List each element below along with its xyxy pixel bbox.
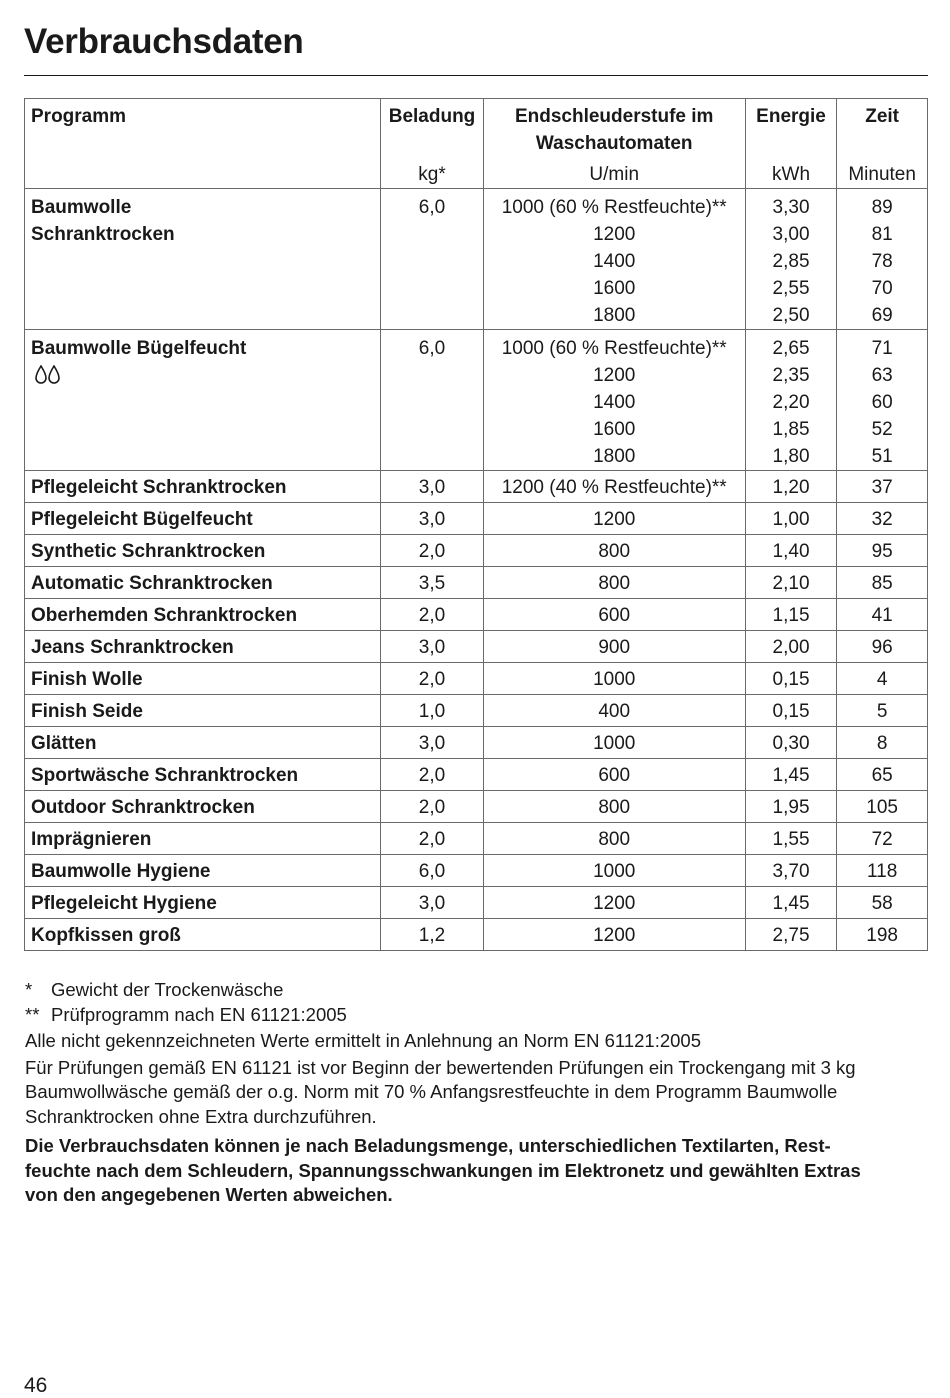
- spin-cell: [483, 330, 745, 471]
- program-cell: Pflegeleicht Schranktrocken: [25, 471, 381, 503]
- header-program: [25, 99, 381, 189]
- table-row: [25, 823, 928, 855]
- program-cell: Finish Wolle: [25, 663, 381, 695]
- program-cell: Jeans Schranktrocken: [25, 631, 381, 663]
- load-cell: 3,0: [381, 727, 483, 759]
- page-number: 46: [24, 1374, 48, 1397]
- energy-cell: 1,45: [745, 887, 836, 919]
- energy-value: 2,20: [772, 392, 810, 413]
- program-cell: Oberhemden Schranktrocken: [25, 599, 381, 631]
- energy-value: 2,85: [772, 251, 810, 272]
- spin-cell: 800: [483, 535, 745, 567]
- energy-value: 2,35: [772, 365, 810, 386]
- disclaimer-paragraph: [25, 1134, 925, 1208]
- program-cell: Baumwolle Hygiene: [25, 855, 381, 887]
- load-cell: 1,2: [381, 919, 483, 951]
- energy-cell: 1,95: [745, 791, 836, 823]
- time-cell: 37: [837, 471, 928, 503]
- load-cell: 2,0: [381, 663, 483, 695]
- time-cell: 118: [837, 855, 928, 887]
- header-load: [381, 99, 483, 189]
- table-row: [25, 471, 928, 503]
- header-spin-label: Endschleuderstufe im Waschautomaten: [514, 106, 714, 154]
- energy-cell: 3,70: [745, 855, 836, 887]
- footnote-test-paragraph: [25, 1056, 925, 1130]
- time-cell: 72: [837, 823, 928, 855]
- time-value: 81: [871, 224, 893, 245]
- header-load-label: Beladung: [388, 106, 476, 127]
- title-divider: [24, 75, 928, 76]
- spin-value: 1800: [593, 446, 636, 467]
- load-cell: 2,0: [381, 535, 483, 567]
- table-body: [25, 189, 928, 951]
- energy-value: 2,55: [772, 278, 810, 299]
- header-energy: [745, 99, 836, 189]
- table-row: [25, 567, 928, 599]
- time-value: 51: [871, 446, 893, 467]
- program-cell: [25, 330, 381, 471]
- load-cell: 3,5: [381, 567, 483, 599]
- program-cell: Synthetic Schranktrocken: [25, 535, 381, 567]
- table-row: [25, 503, 928, 535]
- header-spin-unit: U/min: [589, 164, 640, 185]
- program-cell: Finish Seide: [25, 695, 381, 727]
- energy-cell: 0,15: [745, 663, 836, 695]
- spin-cell: 400: [483, 695, 745, 727]
- double-drop-icon: [35, 365, 61, 393]
- consumption-table: [24, 98, 928, 951]
- spin-cell: [483, 189, 745, 330]
- energy-value: 3,00: [772, 224, 810, 245]
- program-cell: Pflegeleicht Hygiene: [25, 887, 381, 919]
- spin-cell: 1200: [483, 503, 745, 535]
- header-load-unit: kg*: [418, 164, 446, 185]
- paragraph-line: Schranktrocken ohne Extra durchzuführen.: [25, 1105, 377, 1127]
- header-energy-unit: kWh: [772, 164, 811, 185]
- header-spin: [483, 99, 745, 189]
- time-cell: [837, 189, 928, 330]
- time-cell: 105: [837, 791, 928, 823]
- time-value: 60: [871, 392, 893, 413]
- table-row: [25, 189, 928, 330]
- paragraph-line: Für Prüfungen gemäß EN 61121 ist vor Beginn der bewertenden Prüfungen ein Trockengang mit 3 kg: [25, 1056, 856, 1078]
- time-cell: 4: [837, 663, 928, 695]
- energy-cell: 2,10: [745, 567, 836, 599]
- energy-cell: 1,55: [745, 823, 836, 855]
- time-value: 78: [871, 251, 893, 272]
- time-cell: [837, 330, 928, 471]
- load-cell: 6,0: [381, 855, 483, 887]
- load-cell: 2,0: [381, 599, 483, 631]
- table-row: [25, 695, 928, 727]
- footnote-test-program: ** Prüfprogramm nach EN 61121:2005: [25, 1003, 347, 1025]
- time-cell: 198: [837, 919, 928, 951]
- time-cell: 65: [837, 759, 928, 791]
- load-cell: 1,0: [381, 695, 483, 727]
- spin-cell: 800: [483, 567, 745, 599]
- energy-cell: 1,45: [745, 759, 836, 791]
- time-cell: 96: [837, 631, 928, 663]
- energy-cell: 2,75: [745, 919, 836, 951]
- energy-cell: 0,30: [745, 727, 836, 759]
- table-row: [25, 663, 928, 695]
- load-cell: 3,0: [381, 471, 483, 503]
- header-time-label: Zeit: [865, 106, 900, 127]
- footnote-weight: * Gewicht der Trockenwäsche: [25, 979, 284, 1000]
- spin-value: 1600: [593, 419, 636, 440]
- program-name: Baumwolle Bügelfeucht: [31, 338, 247, 359]
- energy-value: 2,50: [772, 305, 810, 326]
- spin-value: 1200: [593, 365, 636, 386]
- time-value: 70: [871, 278, 893, 299]
- time-cell: 41: [837, 599, 928, 631]
- time-value: 71: [871, 338, 893, 359]
- load-cell: 2,0: [381, 759, 483, 791]
- load-cell: 2,0: [381, 823, 483, 855]
- time-value: 69: [871, 305, 893, 326]
- table-row: [25, 727, 928, 759]
- table-row: [25, 919, 928, 951]
- spin-cell: 1000: [483, 663, 745, 695]
- table-row: [25, 759, 928, 791]
- table-row: [25, 599, 928, 631]
- energy-value: 3,30: [772, 197, 810, 218]
- spin-cell: 1200 (40 % Restfeuchte)**: [483, 471, 745, 503]
- time-cell: 32: [837, 503, 928, 535]
- time-cell: 5: [837, 695, 928, 727]
- energy-value: 2,65: [772, 338, 810, 359]
- program-cell: Pflegeleicht Bügelfeucht: [25, 503, 381, 535]
- program-cell: Sportwäsche Schranktrocken: [25, 759, 381, 791]
- program-cell: Glätten: [25, 727, 381, 759]
- disclaimer-line: Die Verbrauchsdaten können je nach Beladungsmenge, unterschiedlichen Textilarten, Rest-: [25, 1135, 831, 1156]
- table-row: [25, 855, 928, 887]
- table-row: [25, 791, 928, 823]
- spin-cell: 1200: [483, 887, 745, 919]
- spin-cell: 1000: [483, 727, 745, 759]
- time-cell: 58: [837, 887, 928, 919]
- table-row: [25, 535, 928, 567]
- time-cell: 95: [837, 535, 928, 567]
- energy-cell: 1,40: [745, 535, 836, 567]
- energy-value: 1,85: [772, 419, 810, 440]
- footnotes: [25, 978, 925, 1208]
- spin-value: 1600: [593, 278, 636, 299]
- header-time: [837, 99, 928, 189]
- header-time-unit: Minuten: [848, 164, 916, 185]
- time-value: 52: [871, 419, 893, 440]
- program-cell: Automatic Schranktrocken: [25, 567, 381, 599]
- footnote-norm: Alle nicht gekennzeichneten Werte ermittelt in Anlehnung an Norm EN 61121:2005: [25, 1030, 702, 1051]
- time-cell: 85: [837, 567, 928, 599]
- spin-cell: 600: [483, 759, 745, 791]
- load-cell: 3,0: [381, 887, 483, 919]
- page-title: Verbrauchsdaten: [24, 22, 304, 61]
- header-program-label: Programm: [31, 106, 127, 127]
- program-cell: Outdoor Schranktrocken: [25, 791, 381, 823]
- energy-value: 1,80: [772, 446, 810, 467]
- spin-cell: 600: [483, 599, 745, 631]
- load-cell: 6,0: [381, 189, 483, 330]
- time-cell: 8: [837, 727, 928, 759]
- spin-cell: 900: [483, 631, 745, 663]
- spin-value: 1000 (60 % Restfeuchte)**: [501, 197, 727, 218]
- energy-cell: [745, 189, 836, 330]
- header-energy-label: Energie: [756, 106, 826, 127]
- load-cell: 3,0: [381, 631, 483, 663]
- table-row: [25, 330, 928, 471]
- program-cell: Imprägnieren: [25, 823, 381, 855]
- spin-cell: 1000: [483, 855, 745, 887]
- spin-value: 1800: [593, 305, 636, 326]
- table-row: [25, 887, 928, 919]
- energy-cell: 1,15: [745, 599, 836, 631]
- spin-value: 1200: [593, 224, 636, 245]
- table-row: [25, 631, 928, 663]
- table-header-row: [25, 99, 928, 189]
- program-cell: Kopfkissen groß: [25, 919, 381, 951]
- load-cell: 3,0: [381, 503, 483, 535]
- energy-cell: 2,00: [745, 631, 836, 663]
- load-cell: 2,0: [381, 791, 483, 823]
- energy-cell: 1,00: [745, 503, 836, 535]
- time-value: 63: [871, 365, 893, 386]
- load-cell: 6,0: [381, 330, 483, 471]
- disclaimer-line: feuchte nach dem Schleudern, Spannungsschwankungen im Elektronetz und gewählten Extras: [25, 1159, 861, 1181]
- paragraph-line: Baumwollwäsche gemäß der o.g. Norm mit 70 % Anfangsrestfeuchte in dem Programm Baumwolle: [25, 1081, 838, 1102]
- energy-cell: [745, 330, 836, 471]
- energy-cell: 1,20: [745, 471, 836, 503]
- energy-cell: 0,15: [745, 695, 836, 727]
- spin-cell: 1200: [483, 919, 745, 951]
- spin-value: 1000 (60 % Restfeuchte)**: [501, 338, 727, 359]
- disclaimer-line: von den angegebenen Werten abweichen.: [25, 1184, 393, 1205]
- spin-cell: 800: [483, 791, 745, 823]
- time-value: 89: [871, 197, 893, 218]
- spin-value: 1400: [593, 392, 636, 413]
- spin-cell: 800: [483, 823, 745, 855]
- program-cell: [25, 189, 381, 330]
- program-name: Baumwolle Schranktrocken: [31, 197, 175, 245]
- spin-value: 1400: [593, 251, 636, 272]
